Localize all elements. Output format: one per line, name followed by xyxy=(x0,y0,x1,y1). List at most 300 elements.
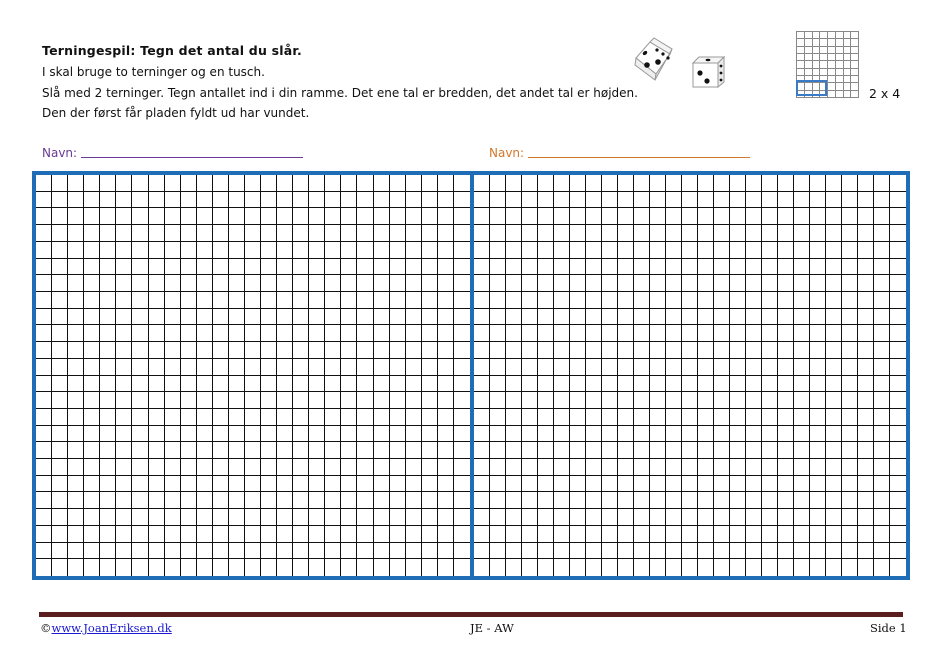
grid-cell[interactable] xyxy=(213,192,229,209)
grid-cell[interactable] xyxy=(261,442,277,459)
grid-cell[interactable] xyxy=(116,459,132,476)
grid-cell[interactable] xyxy=(84,275,100,292)
grid-cell[interactable] xyxy=(277,559,293,576)
grid-cell[interactable] xyxy=(68,442,84,459)
grid-cell[interactable] xyxy=(842,559,858,576)
grid-cell[interactable] xyxy=(245,275,261,292)
grid-cell[interactable] xyxy=(474,426,490,443)
grid-cell[interactable] xyxy=(36,309,52,326)
grid-cell[interactable] xyxy=(116,225,132,242)
grid-cell[interactable] xyxy=(36,392,52,409)
grid-cell[interactable] xyxy=(68,309,84,326)
grid-cell[interactable] xyxy=(586,392,602,409)
grid-cell[interactable] xyxy=(438,325,454,342)
grid-cell[interactable] xyxy=(68,526,84,543)
grid-cell[interactable] xyxy=(778,242,794,259)
grid-cell[interactable] xyxy=(730,559,746,576)
grid-cell[interactable] xyxy=(84,342,100,359)
grid-cell[interactable] xyxy=(730,242,746,259)
grid-cell[interactable] xyxy=(730,442,746,459)
grid-cell[interactable] xyxy=(341,275,357,292)
grid-cell[interactable] xyxy=(454,526,470,543)
grid-cell[interactable] xyxy=(794,292,810,309)
grid-cell[interactable] xyxy=(890,325,906,342)
grid-cell[interactable] xyxy=(666,559,682,576)
grid-cell[interactable] xyxy=(454,259,470,276)
grid-cell[interactable] xyxy=(602,309,618,326)
grid-cell[interactable] xyxy=(810,359,826,376)
grid-cell[interactable] xyxy=(474,376,490,393)
grid-cell[interactable] xyxy=(229,492,245,509)
grid-cell[interactable] xyxy=(116,492,132,509)
grid-cell[interactable] xyxy=(293,275,309,292)
grid-cell[interactable] xyxy=(309,442,325,459)
grid-cell[interactable] xyxy=(165,208,181,225)
grid-cell[interactable] xyxy=(245,259,261,276)
grid-cell[interactable] xyxy=(570,342,586,359)
player-1-name-line[interactable] xyxy=(81,157,303,158)
grid-cell[interactable] xyxy=(858,376,874,393)
grid-cell[interactable] xyxy=(858,426,874,443)
grid-cell[interactable] xyxy=(490,325,506,342)
grid-cell[interactable] xyxy=(522,476,538,493)
grid-cell[interactable] xyxy=(181,225,197,242)
grid-cell[interactable] xyxy=(245,409,261,426)
grid-cell[interactable] xyxy=(634,359,650,376)
grid-cell[interactable] xyxy=(406,275,422,292)
grid-cell[interactable] xyxy=(474,442,490,459)
grid-cell[interactable] xyxy=(181,492,197,509)
grid-cell[interactable] xyxy=(618,192,634,209)
grid-cell[interactable] xyxy=(325,325,341,342)
grid-cell[interactable] xyxy=(454,192,470,209)
grid-cell[interactable] xyxy=(357,509,373,526)
grid-cell[interactable] xyxy=(666,225,682,242)
grid-cell[interactable] xyxy=(778,459,794,476)
grid-cell[interactable] xyxy=(229,175,245,192)
grid-cell[interactable] xyxy=(682,459,698,476)
grid-cell[interactable] xyxy=(762,409,778,426)
grid-cell[interactable] xyxy=(810,325,826,342)
grid-cell[interactable] xyxy=(277,426,293,443)
grid-cell[interactable] xyxy=(490,192,506,209)
grid-cell[interactable] xyxy=(890,259,906,276)
grid-cell[interactable] xyxy=(36,192,52,209)
grid-cell[interactable] xyxy=(890,492,906,509)
grid-cell[interactable] xyxy=(682,225,698,242)
grid-cell[interactable] xyxy=(245,392,261,409)
grid-cell[interactable] xyxy=(197,275,213,292)
grid-cell[interactable] xyxy=(698,543,714,560)
grid-cell[interactable] xyxy=(714,492,730,509)
grid-cell[interactable] xyxy=(325,242,341,259)
grid-cell[interactable] xyxy=(522,309,538,326)
grid-cell[interactable] xyxy=(826,242,842,259)
grid-cell[interactable] xyxy=(438,192,454,209)
grid-cell[interactable] xyxy=(277,526,293,543)
grid-cell[interactable] xyxy=(293,442,309,459)
grid-cell[interactable] xyxy=(165,242,181,259)
grid-cell[interactable] xyxy=(454,376,470,393)
grid-cell[interactable] xyxy=(602,242,618,259)
grid-cell[interactable] xyxy=(132,259,148,276)
grid-cell[interactable] xyxy=(197,359,213,376)
grid-cell[interactable] xyxy=(374,426,390,443)
grid-cell[interactable] xyxy=(165,309,181,326)
grid-cell[interactable] xyxy=(714,259,730,276)
grid-cell[interactable] xyxy=(522,275,538,292)
grid-cell[interactable] xyxy=(634,242,650,259)
grid-cell[interactable] xyxy=(586,509,602,526)
grid-cell[interactable] xyxy=(100,325,116,342)
grid-cell[interactable] xyxy=(490,492,506,509)
grid-cell[interactable] xyxy=(341,325,357,342)
grid-cell[interactable] xyxy=(778,359,794,376)
grid-cell[interactable] xyxy=(68,559,84,576)
grid-cell[interactable] xyxy=(714,292,730,309)
grid-cell[interactable] xyxy=(794,342,810,359)
grid-cell[interactable] xyxy=(261,459,277,476)
grid-cell[interactable] xyxy=(570,392,586,409)
grid-cell[interactable] xyxy=(650,325,666,342)
grid-cell[interactable] xyxy=(181,442,197,459)
grid-cell[interactable] xyxy=(602,342,618,359)
grid-cell[interactable] xyxy=(36,208,52,225)
grid-cell[interactable] xyxy=(52,409,68,426)
grid-cell[interactable] xyxy=(68,359,84,376)
grid-cell[interactable] xyxy=(245,359,261,376)
grid-cell[interactable] xyxy=(538,426,554,443)
grid-cell[interactable] xyxy=(810,275,826,292)
grid-cell[interactable] xyxy=(586,359,602,376)
grid-cell[interactable] xyxy=(650,426,666,443)
grid-cell[interactable] xyxy=(261,175,277,192)
grid-cell[interactable] xyxy=(730,259,746,276)
grid-cell[interactable] xyxy=(666,342,682,359)
grid-cell[interactable] xyxy=(522,208,538,225)
grid-cell[interactable] xyxy=(762,543,778,560)
grid-cell[interactable] xyxy=(522,409,538,426)
grid-cell[interactable] xyxy=(746,376,762,393)
grid-cell[interactable] xyxy=(506,376,522,393)
grid-cell[interactable] xyxy=(68,242,84,259)
grid-cell[interactable] xyxy=(390,242,406,259)
grid-cell[interactable] xyxy=(762,309,778,326)
grid-cell[interactable] xyxy=(506,492,522,509)
grid-cell[interactable] xyxy=(100,426,116,443)
grid-cell[interactable] xyxy=(602,175,618,192)
grid-cell[interactable] xyxy=(506,275,522,292)
grid-cell[interactable] xyxy=(438,275,454,292)
grid-cell[interactable] xyxy=(554,208,570,225)
grid-cell[interactable] xyxy=(245,543,261,560)
grid-cell[interactable] xyxy=(390,359,406,376)
grid-cell[interactable] xyxy=(197,559,213,576)
grid-cell[interactable] xyxy=(778,559,794,576)
grid-cell[interactable] xyxy=(390,409,406,426)
grid-cell[interactable] xyxy=(213,459,229,476)
grid-cell[interactable] xyxy=(474,526,490,543)
grid-cell[interactable] xyxy=(890,543,906,560)
grid-cell[interactable] xyxy=(293,192,309,209)
grid-cell[interactable] xyxy=(714,526,730,543)
grid-cell[interactable] xyxy=(842,526,858,543)
grid-cell[interactable] xyxy=(438,426,454,443)
grid-cell[interactable] xyxy=(682,526,698,543)
grid-cell[interactable] xyxy=(229,476,245,493)
grid-cell[interactable] xyxy=(890,376,906,393)
grid-cell[interactable] xyxy=(357,242,373,259)
grid-cell[interactable] xyxy=(842,275,858,292)
grid-cell[interactable] xyxy=(506,309,522,326)
grid-cell[interactable] xyxy=(666,476,682,493)
grid-cell[interactable] xyxy=(874,325,890,342)
grid-cell[interactable] xyxy=(52,225,68,242)
grid-cell[interactable] xyxy=(634,259,650,276)
grid-cell[interactable] xyxy=(357,225,373,242)
grid-cell[interactable] xyxy=(522,192,538,209)
grid-cell[interactable] xyxy=(634,292,650,309)
grid-cell[interactable] xyxy=(794,242,810,259)
grid-cell[interactable] xyxy=(778,426,794,443)
grid-cell[interactable] xyxy=(586,476,602,493)
grid-cell[interactable] xyxy=(506,242,522,259)
grid-cell[interactable] xyxy=(309,208,325,225)
grid-cell[interactable] xyxy=(730,225,746,242)
grid-cell[interactable] xyxy=(149,543,165,560)
grid-cell[interactable] xyxy=(406,442,422,459)
grid-cell[interactable] xyxy=(858,442,874,459)
grid-cell[interactable] xyxy=(682,309,698,326)
grid-cell[interactable] xyxy=(165,192,181,209)
grid-cell[interactable] xyxy=(522,509,538,526)
grid-cell[interactable] xyxy=(554,376,570,393)
grid-cell[interactable] xyxy=(197,509,213,526)
grid-cell[interactable] xyxy=(454,292,470,309)
grid-cell[interactable] xyxy=(730,526,746,543)
grid-cell[interactable] xyxy=(810,208,826,225)
grid-cell[interactable] xyxy=(826,359,842,376)
grid-cell[interactable] xyxy=(506,409,522,426)
grid-cell[interactable] xyxy=(390,208,406,225)
grid-cell[interactable] xyxy=(229,208,245,225)
grid-cell[interactable] xyxy=(341,225,357,242)
grid-cell[interactable] xyxy=(650,208,666,225)
grid-cell[interactable] xyxy=(374,192,390,209)
grid-cell[interactable] xyxy=(165,426,181,443)
grid-cell[interactable] xyxy=(618,409,634,426)
grid-cell[interactable] xyxy=(116,559,132,576)
grid-cell[interactable] xyxy=(634,559,650,576)
grid-cell[interactable] xyxy=(794,376,810,393)
grid-cell[interactable] xyxy=(762,459,778,476)
grid-cell[interactable] xyxy=(746,509,762,526)
grid-cell[interactable] xyxy=(245,492,261,509)
grid-cell[interactable] xyxy=(746,543,762,560)
grid-cell[interactable] xyxy=(634,526,650,543)
grid-cell[interactable] xyxy=(406,175,422,192)
grid-cell[interactable] xyxy=(522,259,538,276)
grid-cell[interactable] xyxy=(570,359,586,376)
grid-cell[interactable] xyxy=(229,409,245,426)
grid-cell[interactable] xyxy=(778,509,794,526)
grid-cell[interactable] xyxy=(826,543,842,560)
grid-cell[interactable] xyxy=(357,208,373,225)
grid-cell[interactable] xyxy=(84,426,100,443)
grid-cell[interactable] xyxy=(261,309,277,326)
grid-cell[interactable] xyxy=(522,376,538,393)
grid-cell[interactable] xyxy=(438,409,454,426)
grid-cell[interactable] xyxy=(52,208,68,225)
grid-cell[interactable] xyxy=(490,342,506,359)
grid-cell[interactable] xyxy=(438,309,454,326)
grid-cell[interactable] xyxy=(522,526,538,543)
grid-cell[interactable] xyxy=(554,426,570,443)
grid-cell[interactable] xyxy=(84,208,100,225)
grid-cell[interactable] xyxy=(149,208,165,225)
grid-cell[interactable] xyxy=(309,192,325,209)
grid-cell[interactable] xyxy=(390,426,406,443)
grid-cell[interactable] xyxy=(52,509,68,526)
grid-cell[interactable] xyxy=(698,225,714,242)
grid-cell[interactable] xyxy=(538,476,554,493)
grid-cell[interactable] xyxy=(438,242,454,259)
grid-cell[interactable] xyxy=(68,492,84,509)
grid-cell[interactable] xyxy=(778,342,794,359)
grid-cell[interactable] xyxy=(618,559,634,576)
grid-cell[interactable] xyxy=(261,476,277,493)
grid-cell[interactable] xyxy=(406,342,422,359)
grid-cell[interactable] xyxy=(746,259,762,276)
grid-cell[interactable] xyxy=(858,392,874,409)
grid-cell[interactable] xyxy=(374,292,390,309)
grid-cell[interactable] xyxy=(261,526,277,543)
grid-cell[interactable] xyxy=(586,309,602,326)
grid-cell[interactable] xyxy=(132,225,148,242)
grid-cell[interactable] xyxy=(634,192,650,209)
grid-cell[interactable] xyxy=(554,275,570,292)
grid-cell[interactable] xyxy=(132,543,148,560)
grid-cell[interactable] xyxy=(682,192,698,209)
grid-cell[interactable] xyxy=(149,409,165,426)
grid-cell[interactable] xyxy=(68,426,84,443)
grid-cell[interactable] xyxy=(374,392,390,409)
grid-cell[interactable] xyxy=(890,175,906,192)
grid-cell[interactable] xyxy=(634,325,650,342)
grid-cell[interactable] xyxy=(84,509,100,526)
grid-cell[interactable] xyxy=(181,275,197,292)
grid-cell[interactable] xyxy=(490,242,506,259)
grid-cell[interactable] xyxy=(506,192,522,209)
grid-cell[interactable] xyxy=(374,526,390,543)
grid-cell[interactable] xyxy=(698,459,714,476)
grid-cell[interactable] xyxy=(570,526,586,543)
grid-cell[interactable] xyxy=(36,543,52,560)
grid-cell[interactable] xyxy=(261,409,277,426)
grid-cell[interactable] xyxy=(506,342,522,359)
grid-cell[interactable] xyxy=(570,242,586,259)
grid-cell[interactable] xyxy=(618,426,634,443)
grid-cell[interactable] xyxy=(842,325,858,342)
grid-cell[interactable] xyxy=(698,192,714,209)
grid-cell[interactable] xyxy=(810,309,826,326)
grid-cell[interactable] xyxy=(490,225,506,242)
grid-cell[interactable] xyxy=(682,359,698,376)
grid-cell[interactable] xyxy=(245,242,261,259)
grid-cell[interactable] xyxy=(277,225,293,242)
grid-cell[interactable] xyxy=(474,509,490,526)
grid-cell[interactable] xyxy=(746,275,762,292)
grid-cell[interactable] xyxy=(422,559,438,576)
grid-cell[interactable] xyxy=(390,559,406,576)
grid-cell[interactable] xyxy=(858,242,874,259)
grid-cell[interactable] xyxy=(682,559,698,576)
grid-cell[interactable] xyxy=(197,409,213,426)
grid-cell[interactable] xyxy=(570,175,586,192)
grid-cell[interactable] xyxy=(277,376,293,393)
grid-cell[interactable] xyxy=(52,325,68,342)
grid-cell[interactable] xyxy=(714,342,730,359)
grid-cell[interactable] xyxy=(229,559,245,576)
grid-cell[interactable] xyxy=(293,175,309,192)
grid-cell[interactable] xyxy=(794,192,810,209)
grid-cell[interactable] xyxy=(554,259,570,276)
grid-cell[interactable] xyxy=(52,442,68,459)
grid-cell[interactable] xyxy=(165,342,181,359)
grid-cell[interactable] xyxy=(36,225,52,242)
grid-cell[interactable] xyxy=(858,476,874,493)
grid-cell[interactable] xyxy=(698,309,714,326)
grid-cell[interactable] xyxy=(181,526,197,543)
grid-cell[interactable] xyxy=(261,225,277,242)
grid-cell[interactable] xyxy=(538,442,554,459)
grid-cell[interactable] xyxy=(522,543,538,560)
grid-cell[interactable] xyxy=(570,225,586,242)
grid-cell[interactable] xyxy=(874,526,890,543)
grid-cell[interactable] xyxy=(650,526,666,543)
grid-cell[interactable] xyxy=(165,509,181,526)
grid-cell[interactable] xyxy=(778,392,794,409)
grid-cell[interactable] xyxy=(165,259,181,276)
grid-cell[interactable] xyxy=(406,476,422,493)
grid-cell[interactable] xyxy=(714,359,730,376)
grid-cell[interactable] xyxy=(586,492,602,509)
grid-cell[interactable] xyxy=(325,392,341,409)
grid-cell[interactable] xyxy=(682,543,698,560)
grid-cell[interactable] xyxy=(874,392,890,409)
grid-cell[interactable] xyxy=(826,442,842,459)
grid-cell[interactable] xyxy=(261,325,277,342)
grid-cell[interactable] xyxy=(100,309,116,326)
grid-cell[interactable] xyxy=(277,325,293,342)
grid-cell[interactable] xyxy=(874,175,890,192)
grid-cell[interactable] xyxy=(374,509,390,526)
grid-cell[interactable] xyxy=(570,559,586,576)
grid-cell[interactable] xyxy=(810,259,826,276)
grid-cell[interactable] xyxy=(618,492,634,509)
grid-cell[interactable] xyxy=(554,392,570,409)
grid-cell[interactable] xyxy=(422,192,438,209)
grid-cell[interactable] xyxy=(116,409,132,426)
grid-cell[interactable] xyxy=(810,559,826,576)
grid-cell[interactable] xyxy=(100,376,116,393)
grid-cell[interactable] xyxy=(100,543,116,560)
grid-cell[interactable] xyxy=(586,559,602,576)
grid-cell[interactable] xyxy=(794,526,810,543)
grid-cell[interactable] xyxy=(730,342,746,359)
grid-cell[interactable] xyxy=(778,376,794,393)
grid-cell[interactable] xyxy=(116,192,132,209)
